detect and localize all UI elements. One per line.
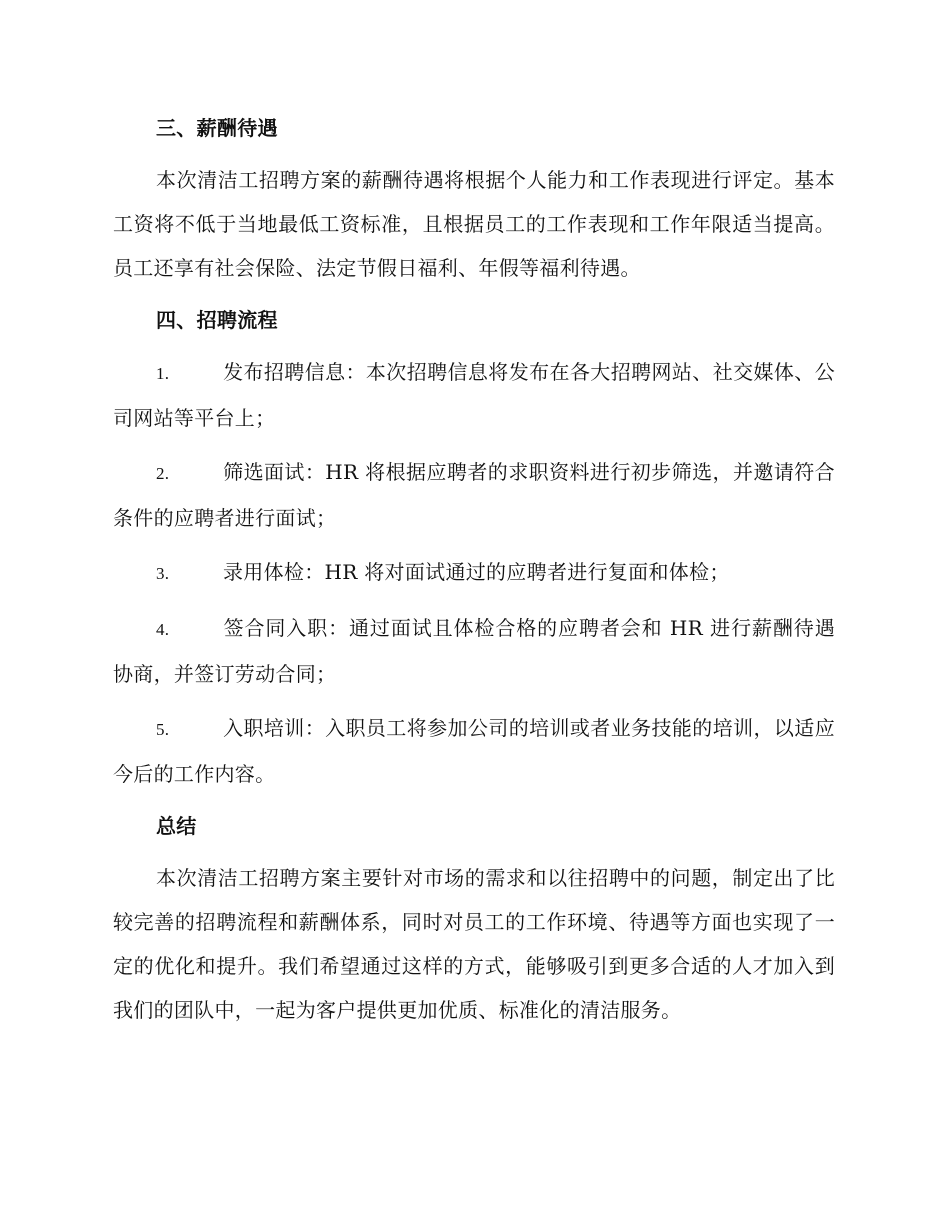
list-number: 5.	[156, 720, 170, 739]
section-heading-process: 四、招聘流程	[156, 308, 278, 332]
summary-paragraph: 本次清洁工招聘方案主要针对市场的需求和以往招聘中的问题，制定出了比较完善的招聘流程和薪酬体系，同时对员工的工作环境、待遇等方面也实现了一定的优化和提升。我们希望通过这样的方式，能够吸引到更多合适的人才加入到我们的团队中，一起为客户提供更加优质、标准化的清洁服务。	[113, 866, 835, 1022]
process-list-item	[113, 350, 835, 440]
list-number: 4.	[156, 620, 170, 639]
list-item-text: 签合同入职：通过面试且体检合格的应聘者会和 HR 进行薪酬待遇协商，并签订劳动合同；	[113, 616, 835, 686]
salary-paragraph: 本次清洁工招聘方案的薪酬待遇将根据个人能力和工作表现进行评定。基本工资将不低于当地最低工资标准，且根据员工的工作表现和工作年限适当提高。员工还享有社会保险、法定节假日福利、年假等福利待遇。	[113, 168, 835, 280]
list-number: 3.	[156, 564, 170, 583]
list-item-text: 发布招聘信息：本次招聘信息将发布在各大招聘网站、社交媒体、公司网站等平台上；	[113, 360, 835, 430]
list-number: 2.	[156, 464, 170, 483]
list-number: 1.	[156, 364, 170, 383]
section-heading-summary: 总结	[156, 814, 197, 838]
process-list-item	[113, 550, 835, 596]
process-list-item	[113, 606, 835, 696]
document-content	[113, 108, 835, 1042]
process-list-item	[113, 706, 835, 796]
list-item-text: 筛选面试：HR 将根据应聘者的求职资料进行初步筛选，并邀请符合条件的应聘者进行面试；	[113, 460, 835, 530]
process-list-item	[113, 450, 835, 540]
list-item-text: 录用体检：HR 将对面试通过的应聘者进行复面和体检；	[223, 560, 730, 584]
list-item-text: 入职培训：入职员工将参加公司的培训或者业务技能的培训，以适应今后的工作内容。	[113, 716, 835, 786]
section-heading-salary: 三、薪酬待遇	[156, 116, 278, 140]
